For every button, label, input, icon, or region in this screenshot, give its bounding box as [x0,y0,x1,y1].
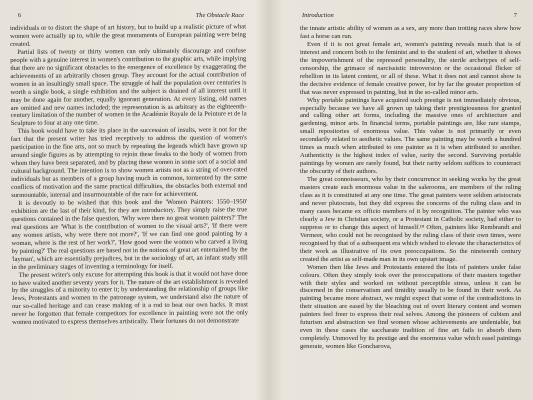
paragraph: This book would have to take its place in the succession of insults, were it not for the fact that the present writer has tried receptively to address the question of women's participation in the fine arts, not so much by repeating the legends which have grown up around single figures as by attempting to rejoin these freaks to the body of women from whom they have been separated, and by placing these women in some sort of a social and cultural background. The intention is to show women artists not as a string of over-rated individuals but as members of a group having much in common, tormented by the same conflicts of motivation and the same practical difficulties, the obstacles both external and surmountable, internal and insurmountable of the race for achievement. [10,126,248,200]
paragraph: The present writer's only excuse for attempting this book is that it would not have done to have waited another seventy years for it. The nature of the art establishment is revealed by the struggles of a minority to enter it; by understanding the relationship of groups like Jews, Protestants and women to the patronage system, we understand also the nature of our so-called heritage and can cease making of it a rod to beat our own backs. It must never be forgotten that female competitors for excellence in painting were not the only women motivated to express themselves artistically. Their fortunes do not demonstrate [11,269,249,327]
paragraph: The great connoisseurs, who by their concurrence in seeking works by the great masters create such enormous value in the salerooms, are members of the ruling class as it is constituted at any one time. The great painters were seldom aristocrats and never plutocrats, but they did express the concerns of the ruling class and in many cases became ex officio members of it by recognition. The painter who was clearly a Jew in Christian society, or a Protestant in Catholic society, had either to suppress or to change this aspect of himself.¹⁸ Often, painters like Rembrandt and Vermeer, who could not be recognised by the ruling class of their own times, were recognised by that of a subsequent era which wished to elevate the characteristics of their work as illustrative of its own preoccupations. So the nineteenth century created the artist as self-made man in its own upstart image. [300,176,521,263]
paragraph: Women then like Jews and Protestants entered the lists of painters under false colours. Often they simply took over the preoccupations of their masters together with their styles and worked on without perceptible stress, unless it can be discerned in the conservatism and timidity usually to be found in their work. As painting became more abstract, we might expect that some of the contradictions in their situation are eased by the bleaching out of overt literary content and women painters feel freer to express their real selves. Among the pioneers of cubism and futurism and abstraction we find women whose achievements are undeniable, but even in these cases the saccharate tradition of fine art fails to absorb them completely. Unmoved by its prestige and the enormous value which easel paintings generate, women like Goncharova, [300,263,521,351]
paragraph: individuals or to distort the shape of art history, but to build up a realistic picture of what women were actually up to, while the great monuments of European painting were being created. [10,23,247,48]
running-head-left: The Obstacle Race [195,12,244,19]
page-number-right: 7 [513,12,517,19]
paragraph: It is devoutly to be wished that this book and the 'Women Painters: 1550–1950' exhibition are the last of their kind, for they are introductory. They simply raise the true questions contained in the false question, 'Why were there no great women painters?' The real questions are 'What is the contribution of women to the visual arts?', 'If there were any women artists, why were there not more?', 'If we can find one good painting by a woman, where is the rest of her work?', 'How good were the women who carved a living by painting?' The real questions are based not in the notions of great art entertained by the 'layman', which are essentially prejudices, but in the sociology of art, an infant study still in the preliminary stages of inventing a terminology for itself. [11,198,248,271]
right-page-text [300,25,521,351]
page-number-left: 6 [18,12,22,19]
paragraph: Why portable paintings have acquired such prestige is not immediately obvious, especially because we have all grown up taking their prestigiousness for granted and calling other art forms, including the massive ones of architecture and gardening, minor arts. In financial terms, portable paintings are, like rare stamps, small repositories of enormous value. This value is not primarily or even secondarily related to aesthetic values. The same painting may be worth a hundred times as much when attributed to one painter as it is when attributed to another. Authenticity is the highest index of value, rarity the second. Surviving portable paintings by women are rarely found, but their rarity seldom suffices to counteract the obscurity of their authors. [300,96,521,176]
paragraph: Partial lists of twenty or thirty women can only ultimately discourage and confuse people with a genuine interest in women's contribution to the graphic arts, while implying that there are no significant obstacles to the emergence of excellence by exaggerating the achievements of an arbitrarily chosen group. They account for the actual contribution of women in an insultingly small space. The struggle of half the population over centuries is worth a single book, a single exhibition and the subject is drained of all interest until it may be done again for another, equally ignorant generation. At every listing, old names are omitted and new names included; the representation is as arbitrary as the eighteenth-century limitation of the number of women in the Académie Royale de la Peinture et de la Sculpture to four at any one time. [10,47,247,128]
running-head-right: Introduction [302,12,334,19]
left-page [0,0,262,400]
paragraph: the innate artistic ability of women as a sex, any more than trotting races show how fast a horse can run. [300,25,521,40]
left-page-text [10,23,248,327]
right-page [266,0,533,400]
paragraph: Even if it is not great female art, women's painting reveals much that is of interest and concern both to the feminist and to the student of art, whether it shows the impoverishment of the repressed personality, the sterile archetypes of self-censorship, the grimace of narcissistic introversion or the occasional flicker of rebellion in its latent content, or all of these. What it does not and cannot show is the decisive evidence of female creative power, for by far the greater proportion of that was never expressed in painting, but in the so-called minor arts. [300,40,521,96]
